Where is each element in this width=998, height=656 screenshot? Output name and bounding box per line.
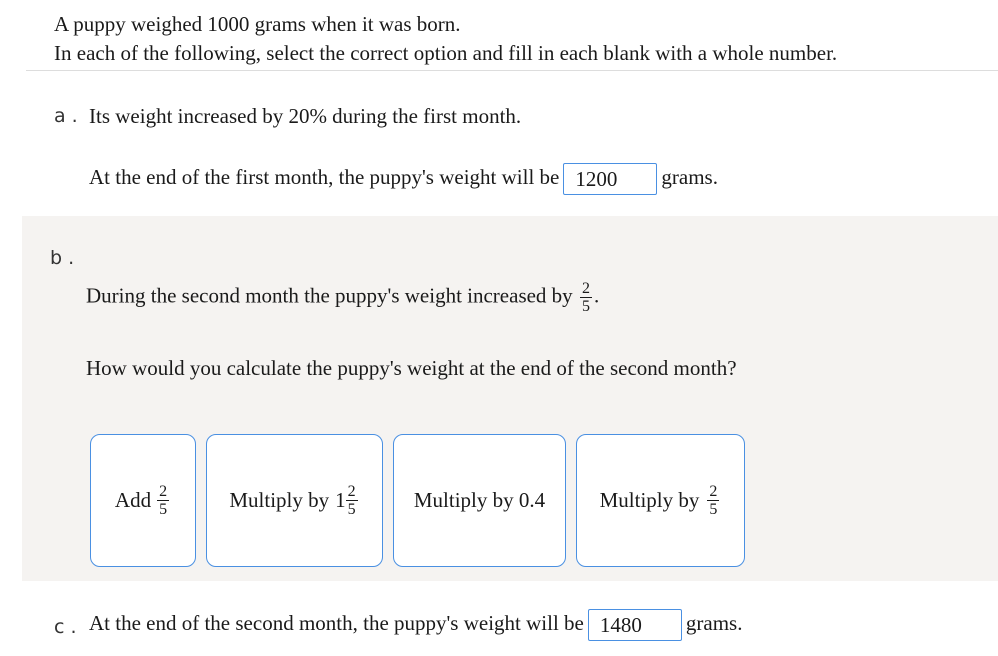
part-c-answer-prefix: At the end of the second month, the puppy's weight will be	[89, 610, 584, 635]
fraction-denominator: 5	[581, 298, 590, 315]
part-a-weight-input[interactable]: 1200	[563, 163, 657, 195]
intro-divider	[26, 70, 998, 71]
intro-line-2: In each of the following, select the correct option and fill in each blank with a whole number.	[54, 41, 838, 65]
choice-multiply-decimal[interactable]	[393, 434, 566, 567]
choice-fraction-numerator: 2	[709, 483, 718, 500]
intro-line-1: A puppy weighed 1000 grams when it was born.	[54, 12, 461, 36]
choice-fraction-denominator: 5	[347, 501, 356, 518]
choice-label: Multiply by 0.4	[413, 488, 546, 512]
part-b-letter: b .	[50, 247, 75, 269]
choice-multiply-fraction[interactable]	[576, 434, 745, 567]
choice-fraction-denominator: 5	[159, 501, 168, 518]
part-b-statement-period: .	[593, 283, 600, 308]
part-b-section	[22, 216, 998, 581]
fraction-numerator: 2	[581, 280, 590, 297]
part-c-letter: c .	[54, 616, 77, 638]
part-a-answer-suffix: grams.	[661, 164, 718, 189]
part-c-answer-suffix: grams.	[685, 610, 743, 635]
part-b-question: How would you calculate the puppy's weight at the end of the second month?	[86, 356, 737, 380]
choice-label: Multiply by	[229, 488, 330, 512]
choice-fraction	[346, 483, 358, 518]
part-c-weight-input[interactable]: 1480	[588, 609, 682, 641]
part-a-letter: a .	[54, 105, 78, 127]
part-c-answer-line	[89, 609, 742, 641]
choice-label: Add	[114, 488, 152, 512]
choice-add-fraction[interactable]	[90, 434, 196, 567]
part-b-fraction	[580, 280, 592, 315]
part-a-answer-line	[89, 163, 718, 195]
part-b-statement-text: During the second month the puppy's weight increased by	[86, 283, 573, 308]
choice-fraction-denominator: 5	[709, 501, 718, 518]
choice-fraction-numerator: 2	[347, 483, 356, 500]
choice-label: Multiply by	[599, 488, 700, 512]
part-b-statement	[86, 280, 599, 315]
part-a-answer-prefix: At the end of the first month, the puppy's weight will be	[89, 164, 560, 189]
problem-intro	[54, 10, 837, 68]
choice-fraction	[707, 483, 719, 518]
choice-multiply-mixed-fraction[interactable]	[206, 434, 383, 567]
part-a-statement: Its weight increased by 20% during the first month.	[89, 104, 522, 128]
choice-fraction	[157, 483, 169, 518]
choice-fraction-numerator: 2	[159, 483, 168, 500]
choice-whole-number: 1	[335, 488, 346, 512]
